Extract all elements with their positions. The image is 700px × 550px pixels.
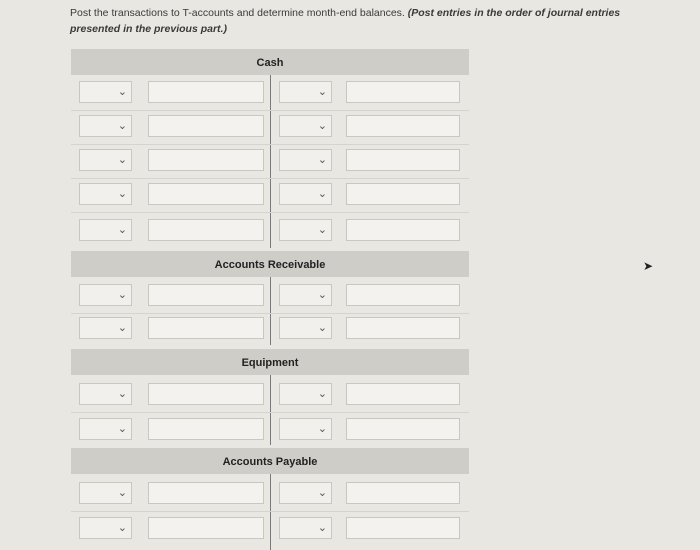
chevron-down-icon: ⌄ xyxy=(117,85,127,98)
chevron-down-icon: ⌄ xyxy=(317,119,327,132)
equipment-row-1 xyxy=(71,378,469,413)
credit-amount-input[interactable] xyxy=(346,317,460,339)
chevron-down-icon: ⌄ xyxy=(117,422,127,435)
credit-date-select[interactable] xyxy=(279,284,332,306)
chevron-down-icon: ⌄ xyxy=(117,223,127,236)
instructions xyxy=(70,5,670,37)
debit-date-select[interactable] xyxy=(79,115,132,137)
credit-amount-input[interactable] xyxy=(346,383,460,405)
debit-date-select[interactable] xyxy=(79,383,132,405)
credit-date-select[interactable] xyxy=(279,517,332,539)
taccount-header-accounts-payable xyxy=(71,448,469,474)
cash-row-1 xyxy=(71,76,469,111)
credit-amount-input[interactable] xyxy=(346,183,460,205)
debit-date-select[interactable] xyxy=(79,149,132,171)
cash-row-balance xyxy=(71,214,469,248)
chevron-down-icon: ⌄ xyxy=(317,321,327,334)
ar-row-1 xyxy=(71,279,469,314)
chevron-down-icon: ⌄ xyxy=(317,153,327,166)
debit-amount-input[interactable] xyxy=(148,517,264,539)
debit-date-select[interactable] xyxy=(79,482,132,504)
chevron-down-icon: ⌄ xyxy=(317,422,327,435)
credit-date-select[interactable] xyxy=(279,115,332,137)
taccount-header-equipment xyxy=(71,349,469,375)
equipment-row-balance xyxy=(71,413,469,447)
credit-amount-input[interactable] xyxy=(346,115,460,137)
chevron-down-icon: ⌄ xyxy=(117,521,127,534)
debit-amount-input[interactable] xyxy=(148,219,264,241)
debit-amount-input[interactable] xyxy=(148,183,264,205)
instructions-emphasis: (Post entries in the order of journal entries presented in the previous part.) xyxy=(70,7,621,35)
instructions-main: Post the transactions to T-accounts and determine month-end balances. xyxy=(70,7,405,19)
debit-amount-input[interactable] xyxy=(148,81,264,103)
taccount-header-accounts-receivable xyxy=(71,251,469,277)
debit-amount-input[interactable] xyxy=(148,149,264,171)
cash-row-2 xyxy=(71,110,469,145)
credit-date-select[interactable] xyxy=(279,183,332,205)
ap-row-2 xyxy=(71,512,469,546)
debit-date-select[interactable] xyxy=(79,183,132,205)
chevron-down-icon: ⌄ xyxy=(317,223,327,236)
credit-date-select[interactable] xyxy=(279,81,332,103)
credit-amount-input[interactable] xyxy=(346,81,460,103)
chevron-down-icon: ⌄ xyxy=(117,288,127,301)
debit-date-select[interactable] xyxy=(79,517,132,539)
chevron-down-icon: ⌄ xyxy=(117,486,127,499)
ar-row-balance xyxy=(71,312,469,346)
debit-amount-input[interactable] xyxy=(148,284,264,306)
chevron-down-icon: ⌄ xyxy=(117,187,127,200)
credit-amount-input[interactable] xyxy=(346,482,460,504)
debit-amount-input[interactable] xyxy=(148,115,264,137)
credit-amount-input[interactable] xyxy=(346,284,460,306)
account-title: Equipment xyxy=(241,357,299,369)
ap-row-1 xyxy=(71,477,469,512)
cash-row-4 xyxy=(71,178,469,213)
chevron-down-icon: ⌄ xyxy=(317,85,327,98)
cash-row-3 xyxy=(71,144,469,179)
chevron-down-icon: ⌄ xyxy=(317,486,327,499)
debit-amount-input[interactable] xyxy=(148,317,264,339)
chevron-down-icon: ⌄ xyxy=(317,521,327,534)
chevron-down-icon: ⌄ xyxy=(117,387,127,400)
debit-date-select[interactable] xyxy=(79,219,132,241)
credit-date-select[interactable] xyxy=(279,482,332,504)
taccount-header-cash xyxy=(71,49,469,75)
chevron-down-icon: ⌄ xyxy=(117,153,127,166)
chevron-down-icon: ⌄ xyxy=(317,288,327,301)
debit-date-select[interactable] xyxy=(79,317,132,339)
chevron-down-icon: ⌄ xyxy=(117,119,127,132)
chevron-down-icon: ⌄ xyxy=(117,321,127,334)
credit-amount-input[interactable] xyxy=(346,418,460,440)
credit-amount-input[interactable] xyxy=(346,149,460,171)
chevron-down-icon: ⌄ xyxy=(317,187,327,200)
debit-amount-input[interactable] xyxy=(148,383,264,405)
credit-date-select[interactable] xyxy=(279,149,332,171)
credit-date-select[interactable] xyxy=(279,383,332,405)
mouse-cursor-icon: ➤ xyxy=(643,259,654,273)
debit-amount-input[interactable] xyxy=(148,418,264,440)
account-title: Accounts Payable xyxy=(222,456,318,468)
credit-amount-input[interactable] xyxy=(346,517,460,539)
credit-amount-input[interactable] xyxy=(346,219,460,241)
credit-date-select[interactable] xyxy=(279,418,332,440)
debit-date-select[interactable] xyxy=(79,81,132,103)
chevron-down-icon: ⌄ xyxy=(317,387,327,400)
debit-date-select[interactable] xyxy=(79,418,132,440)
account-title: Accounts Receivable xyxy=(214,259,326,271)
credit-date-select[interactable] xyxy=(279,219,332,241)
debit-date-select[interactable] xyxy=(79,284,132,306)
debit-amount-input[interactable] xyxy=(148,482,264,504)
credit-date-select[interactable] xyxy=(279,317,332,339)
account-title: Cash xyxy=(256,57,284,69)
